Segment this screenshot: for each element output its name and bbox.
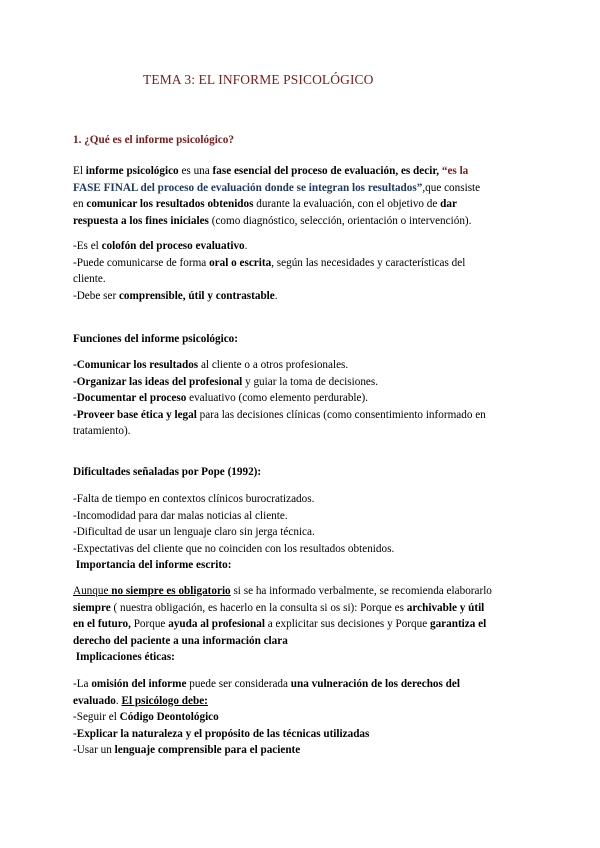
section-heading-ethics: Implicaciones éticas:	[73, 651, 175, 663]
text: durante la evaluación, con el objetivo de	[253, 198, 441, 210]
text-bold: comunicar los resultados obtenidos	[86, 198, 254, 210]
section-heading-difficulties: Dificultades señaladas por Pope (1992):	[73, 466, 262, 478]
text: es una	[178, 165, 213, 177]
list-item: -Explicar la naturaleza y el propósito de las técnicas utilizadas	[73, 727, 370, 740]
paragraph-definition	[73, 163, 525, 229]
list-item: -Comunicar los resultados al cliente o a otros profesionales.	[73, 359, 349, 371]
page-title: TEMA 3: EL INFORME PSICOLÓGICO	[143, 72, 374, 87]
text-bold: respuesta a los fines iniciales	[73, 214, 209, 227]
list-item: -Usar un lenguaje comprensible para el paciente	[73, 744, 301, 756]
text: El	[73, 165, 86, 177]
list-item: -Expectativas del cliente que no coinciden con los resultados obtenidos.	[73, 542, 395, 555]
list-item: -Dificultad de usar un lenguaje claro sin jerga técnica.	[73, 526, 315, 538]
list-item-continuation: tratamiento).	[73, 425, 131, 437]
list-item: -Documentar el proceso evaluativo (como elemento perdurable).	[73, 392, 369, 404]
text: en	[73, 198, 87, 210]
section-heading-what-is: 1. ¿Qué es el informe psicológico?	[73, 134, 234, 146]
text-highlight: FASE FINAL del proceso de evaluación donde se integran los resultados”	[73, 181, 423, 194]
list-item: -Debe ser comprensible, útil y contrastable.	[73, 289, 278, 302]
list-characteristics	[73, 238, 525, 304]
text-bold: fase esencial del proceso de evaluación, es decir,	[212, 165, 442, 177]
list-item: -Puede comunicarse de forma oral o escrita, según las necesidades y características del	[73, 256, 466, 269]
text-highlight: “es la	[441, 165, 469, 177]
text-bold: informe psicológico	[85, 165, 179, 177]
text-bold: dar	[440, 198, 457, 210]
list-difficulties	[73, 491, 525, 574]
list-item: -Proveer base ética y legal para las decisiones clínicas (como consentimiento informado en	[73, 408, 486, 421]
list-item: -Falta de tiempo en contextos clínicos burocratizados.	[73, 493, 315, 505]
section-heading-functions: Funciones del informe psicológico:	[73, 333, 239, 345]
list-item: -Organizar las ideas del profesional y guiar la toma de decisiones.	[73, 375, 379, 388]
list-item: -Seguir el Código Deontológico	[73, 711, 219, 723]
text: ,que consiste	[422, 181, 481, 194]
list-item: -Incomodidad para dar malas noticias al cliente.	[73, 509, 288, 522]
section-heading-importance: Importancia del informe escrito:	[73, 559, 232, 571]
list-item: -Es el colofón del proceso evaluativo.	[73, 240, 248, 252]
list-functions	[73, 357, 525, 440]
list-item-continuation: cliente.	[73, 273, 106, 285]
paragraph-ethics: -La omisión del informe puede ser considerada una vulneración de los derechos del evaluado. El psicólogo debe: -Seguir el Código Deontológico -Explicar la naturaleza y el propósito de las técnicas utilizadas -Usar un lenguaje comprensible para el paciente	[73, 676, 525, 759]
text: (como diagnóstico, selección, orientación o intervención).	[208, 214, 472, 227]
paragraph-importance: Aunque no siempre es obligatorio si se ha informado verbalmente, se recomienda elaborarlo siempre ( nuestra obligación, es hacerlo en la consulta si os si): Porque es archivable y útil en el futuro, Porque ayuda al profesional a explicitar sus decisiones y Porque garantiza el derecho del paciente a una información clara Implicaciones éticas:	[73, 583, 525, 666]
